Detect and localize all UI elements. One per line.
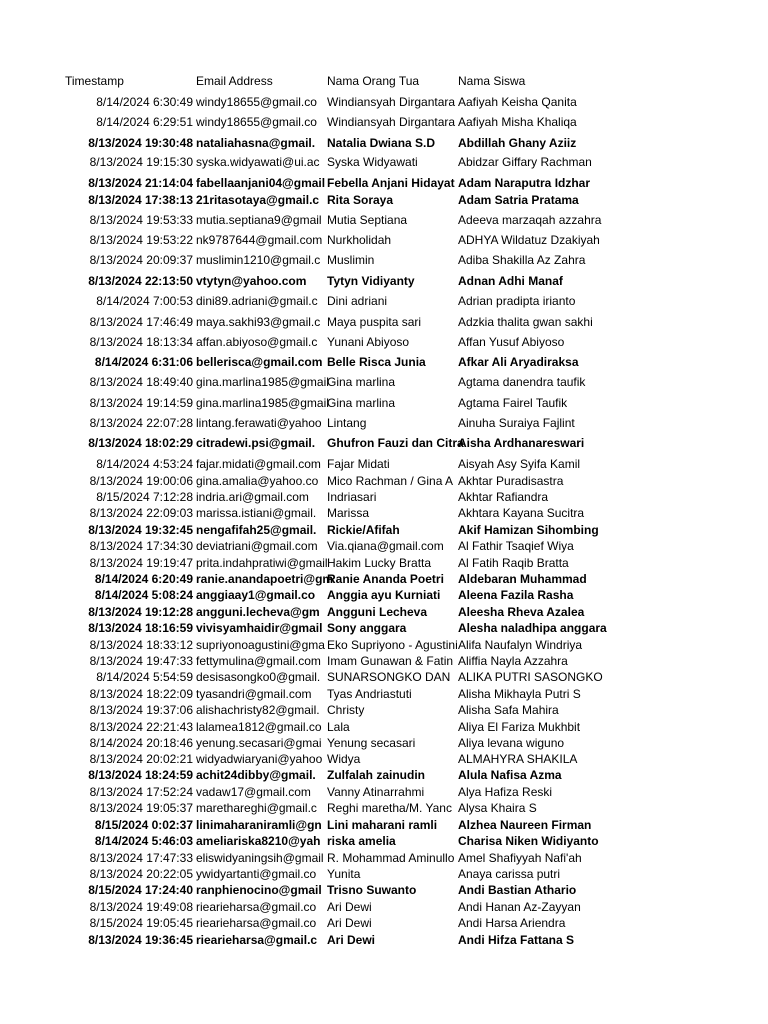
cell-email: vivisyamhaidir@gmail [196, 621, 323, 635]
cell-timestamp: 8/13/2024 19:32:45 [88, 523, 193, 537]
cell-timestamp: 8/13/2024 19:53:33 [89, 213, 193, 227]
cell-student: Alisha Safa Mahira [458, 703, 559, 717]
cell-timestamp: 8/13/2024 18:02:29 [88, 436, 193, 450]
cell-timestamp: 8/14/2024 6:31:06 [94, 355, 193, 369]
cell-parent: Hakim Lucky Bratta [327, 556, 432, 570]
cell-student: Agtama danendra taufik [458, 375, 586, 389]
cell-timestamp: 8/13/2024 18:33:12 [89, 638, 193, 652]
cell-timestamp: 8/15/2024 19:05:45 [89, 916, 193, 930]
cell-email: ranphienocino@gmail [196, 883, 322, 897]
cell-parent: Gina marlina [327, 375, 396, 389]
cell-email: eliswidyaningsih@gmail [196, 851, 324, 865]
cell-timestamp: 8/13/2024 17:52:24 [89, 785, 193, 799]
cell-parent: Lintang [327, 416, 367, 430]
cell-parent: Christy [327, 703, 365, 717]
cell-parent: Lala [327, 720, 350, 734]
cell-timestamp: 8/13/2024 18:24:59 [88, 768, 193, 782]
cell-email: riearieharsa@gmail.co [196, 900, 317, 914]
cell-parent: Vanny Atinarrahmi [327, 785, 425, 799]
cell-email: gina.amalia@yahoo.co [196, 474, 319, 488]
cell-parent: Yunani Abiyoso [327, 335, 410, 349]
cell-email: lalamea1812@gmail.co [196, 720, 322, 734]
cell-timestamp: 8/13/2024 17:47:33 [89, 851, 193, 865]
cell-timestamp: 8/13/2024 19:14:59 [89, 396, 193, 410]
cell-student: Anaya carissa putri [458, 867, 561, 881]
cell-student: Adrian pradipta irianto [458, 294, 576, 308]
cell-timestamp: 8/14/2024 20:18:46 [89, 736, 193, 750]
cell-email: syska.widyawati@ui.ac [196, 155, 320, 169]
cell-parent: Fajar Midati [327, 457, 390, 471]
cell-student: Agtama Fairel Taufik [458, 396, 568, 410]
cell-student: Andi Hanan Az-Zayyan [458, 900, 581, 914]
cell-timestamp: 8/13/2024 17:38:13 [88, 193, 193, 207]
cell-email: ranie.anandapoetri@gm [196, 572, 334, 586]
cell-timestamp: 8/13/2024 19:12:28 [88, 605, 193, 619]
cell-parent: Gina marlina [327, 396, 396, 410]
cell-email: nengafifah25@gmail. [196, 523, 317, 537]
cell-parent: R. Mohammad Aminullo [327, 851, 455, 865]
cell-student: Aleesha Rheva Azalea [458, 605, 585, 619]
cell-student: Aliya levana wiguno [458, 736, 565, 750]
cell-email: desisasongko0@gmail. [196, 670, 321, 684]
cell-email: windy18655@gmail.co [196, 95, 317, 109]
cell-student: Aliya El Fariza Mukhbit [458, 720, 581, 734]
cell-student: Adiba Shakilla Az Zahra [458, 253, 586, 267]
header-email: Email Address [196, 74, 273, 88]
cell-student: Alesha naladhipa anggara [458, 621, 607, 635]
cell-email: deviatriani@gmail.com [196, 539, 318, 553]
cell-student: Afkar Ali Aryadiraksa [458, 355, 579, 369]
cell-parent: Tytyn Vidiyanty [327, 274, 415, 288]
cell-parent: Maya puspita sari [327, 315, 422, 329]
cell-student: Akhtara Kayana Sucitra [458, 506, 585, 520]
cell-email: gina.marlina1985@gmail [196, 375, 329, 389]
cell-student: Aldebaran Muhammad [458, 572, 587, 586]
cell-email: riearieharsa@gmail.co [196, 916, 317, 930]
cell-email: fettymulina@gmail.com [196, 654, 321, 668]
cell-email: maya.sakhi93@gmail.c [196, 315, 321, 329]
cell-email: yenung.secasari@gmai [196, 736, 322, 750]
cell-student: Andi Hifza Fattana S [458, 933, 575, 947]
cell-student: Al Fatih Raqib Bratta [458, 556, 569, 570]
cell-student: Aisyah Asy Syifa Kamil [458, 457, 581, 471]
cell-timestamp: 8/13/2024 19:00:06 [89, 474, 193, 488]
cell-timestamp: 8/13/2024 19:37:06 [89, 703, 193, 717]
cell-timestamp: 8/13/2024 22:21:43 [89, 720, 193, 734]
cell-student: Alula Nafisa Azma [458, 768, 562, 782]
cell-email: nataliahasna@gmail. [196, 136, 316, 150]
cell-email: windy18655@gmail.co [196, 115, 317, 129]
cell-timestamp: 8/13/2024 22:09:03 [89, 506, 193, 520]
cell-email: citradewi.psi@gmail. [196, 436, 316, 450]
cell-email: fabellaanjani04@gmail [196, 176, 326, 190]
cell-email: mutia.septiana9@gmail [196, 213, 322, 227]
cell-email: achit24dibby@gmail. [196, 768, 316, 782]
cell-parent: Windiansyah Dirgantara [327, 115, 456, 129]
cell-email: widyadwiaryani@yahoo [196, 752, 323, 766]
cell-email: angguni.lecheva@gm [196, 605, 320, 619]
header-parent: Nama Orang Tua [327, 74, 420, 88]
cell-email: supriyonoagustini@gma [196, 638, 325, 652]
cell-email: vtytyn@yahoo.com [196, 274, 307, 288]
cell-student: Affan Yusuf Abiyoso [458, 335, 565, 349]
cell-email: affan.abiyoso@gmail.c [196, 335, 318, 349]
cell-timestamp: 8/14/2024 4:53:24 [96, 457, 193, 471]
cell-email: prita.indahpratiwi@gmail [196, 556, 328, 570]
cell-student: ALIKA PUTRI SASONGKO [458, 670, 603, 684]
cell-parent: Eko Supriyono - Agustini [327, 638, 458, 652]
cell-parent: Natalia Dwiana S.D [327, 136, 436, 150]
cell-email: linimaharaniramli@gn [196, 818, 322, 832]
header-timestamp: Timestamp [65, 74, 124, 88]
cell-student: Alya Hafiza Reski [458, 785, 553, 799]
cell-student: Aliffia Nayla Azzahra [458, 654, 568, 668]
cell-parent: Via.qiana@gmail.com [327, 539, 444, 553]
cell-timestamp: 8/13/2024 20:09:37 [89, 253, 193, 267]
cell-email: indria.ari@gmail.com [196, 490, 309, 504]
cell-timestamp: 8/14/2024 5:46:03 [94, 834, 193, 848]
cell-parent: SUNARSONGKO DAN [327, 670, 451, 684]
cell-timestamp: 8/15/2024 17:24:40 [88, 883, 193, 897]
cell-parent: Yenung secasari [327, 736, 416, 750]
cell-parent: Ari Dewi [327, 900, 372, 914]
cell-timestamp: 8/13/2024 19:19:47 [89, 556, 193, 570]
cell-timestamp: 8/15/2024 0:02:37 [94, 818, 193, 832]
cell-student: Akif Hamizan Sihombing [458, 523, 599, 537]
cell-timestamp: 8/13/2024 17:46:49 [89, 315, 193, 329]
cell-parent: Anggia ayu Kurniati [327, 588, 441, 602]
cell-student: Aafiyah Keisha Qanita [458, 95, 577, 109]
cell-parent: Febella Anjani Hidayat [327, 176, 455, 190]
cell-parent: Widya [327, 752, 361, 766]
cell-student: Andi Harsa Ariendra [458, 916, 566, 930]
cell-student: Al Fathir Tsaqief Wiya [458, 539, 574, 553]
header-student: Nama Siswa [458, 74, 526, 88]
cell-email: marethareghi@gmail.c [196, 801, 317, 815]
cell-student: Alzhea Naureen Firman [458, 818, 592, 832]
cell-email: muslimin1210@gmail.c [196, 253, 321, 267]
cell-email: ywidyartanti@gmail.co [196, 867, 317, 881]
cell-parent: Ghufron Fauzi dan Citra [327, 436, 464, 450]
cell-student: ADHYA Wildatuz Dzakiyah [458, 233, 600, 247]
cell-timestamp: 8/13/2024 21:14:04 [88, 176, 193, 190]
cell-email: anggiaay1@gmail.co [196, 588, 316, 602]
cell-parent: Ari Dewi [327, 933, 376, 947]
cell-parent: Syska Widyawati [327, 155, 418, 169]
cell-parent: Rita Soraya [327, 193, 394, 207]
cell-parent: Muslimin [327, 253, 375, 267]
cell-student: Adzkia thalita gwan sakhi [458, 315, 593, 329]
cell-email: bellerisca@gmail.com [196, 355, 323, 369]
cell-student: Akhtar Puradisastra [458, 474, 564, 488]
cell-timestamp: 8/13/2024 19:49:08 [89, 900, 193, 914]
cell-timestamp: 8/13/2024 18:13:34 [89, 335, 193, 349]
cell-student: Abidzar Giffary Rachman [458, 155, 592, 169]
cell-parent: Mico Rachman / Gina A [327, 474, 454, 488]
cell-timestamp: 8/13/2024 19:05:37 [89, 801, 193, 815]
cell-timestamp: 8/14/2024 7:00:53 [96, 294, 193, 308]
cell-timestamp: 8/13/2024 19:47:33 [89, 654, 193, 668]
cell-timestamp: 8/13/2024 20:02:21 [89, 752, 193, 766]
cell-timestamp: 8/13/2024 17:34:30 [89, 539, 193, 553]
cell-parent: Reghi maretha/M. Yanc [327, 801, 452, 815]
cell-timestamp: 8/13/2024 18:16:59 [88, 621, 193, 635]
cell-student: Adam Naraputra Idzhar [458, 176, 591, 190]
cell-parent: Angguni Lecheva [327, 605, 428, 619]
cell-email: vadaw17@gmail.com [196, 785, 311, 799]
cell-student: Aleena Fazila Rasha [458, 588, 574, 602]
cell-timestamp: 8/13/2024 20:22:05 [89, 867, 193, 881]
cell-timestamp: 8/14/2024 6:20:49 [94, 572, 193, 586]
cell-student: Amel Shafiyyah Nafi'ah [458, 851, 582, 865]
cell-student: ALMAHYRA SHAKILA [458, 752, 578, 766]
cell-timestamp: 8/13/2024 19:30:48 [88, 136, 193, 150]
cell-email: fajar.midati@gmail.com [196, 457, 321, 471]
cell-student: Akhtar Rafiandra [458, 490, 549, 504]
cell-parent: Belle Risca Junia [327, 355, 426, 369]
cell-timestamp: 8/14/2024 5:54:59 [96, 670, 193, 684]
cell-parent: Tyas Andriastuti [327, 687, 412, 701]
cell-timestamp: 8/14/2024 5:08:24 [94, 588, 193, 602]
cell-email: alishachristy82@gmail. [196, 703, 320, 717]
cell-student: Adnan Adhi Manaf [458, 274, 563, 288]
cell-email: marissa.istiani@gmail. [196, 506, 317, 520]
cell-parent: riska amelia [327, 834, 396, 848]
cell-timestamp: 8/13/2024 19:53:22 [89, 233, 193, 247]
cell-email: tyasandri@gmail.com [196, 687, 312, 701]
cell-parent: Rickie/Afifah [327, 523, 400, 537]
cell-student: Adam Satria Pratama [458, 193, 579, 207]
cell-student: Aisha Ardhanareswari [458, 436, 585, 450]
cell-student: Charisa Niken Widiyanto [458, 834, 599, 848]
cell-parent: Lini maharani ramli [327, 818, 438, 832]
cell-parent: Mutia Septiana [327, 213, 408, 227]
cell-parent: Nurkholidah [327, 233, 392, 247]
cell-parent: Dini adriani [327, 294, 388, 308]
cell-email: nk9787644@gmail.com [196, 233, 323, 247]
cell-parent: Imam Gunawan & Fatin [327, 654, 454, 668]
cell-parent: Sony anggara [327, 621, 407, 635]
cell-email: gina.marlina1985@gmail [196, 396, 329, 410]
cell-student: Ainuha Suraiya Fajlint [458, 416, 575, 430]
cell-parent: Windiansyah Dirgantara [327, 95, 456, 109]
cell-student: Alifa Naufalyn Windriya [458, 638, 583, 652]
cell-timestamp: 8/15/2024 7:12:28 [96, 490, 193, 504]
cell-student: Adeeva marzaqah azzahra [458, 213, 602, 227]
cell-parent: Ranie Ananda Poetri [327, 572, 444, 586]
cell-email: 21ritasotaya@gmail.c [196, 193, 320, 207]
cell-student: Aafiyah Misha Khaliqa [458, 115, 577, 129]
cell-timestamp: 8/13/2024 22:07:28 [89, 416, 193, 430]
cell-parent: Marissa [327, 506, 370, 520]
cell-parent: Yunita [327, 867, 361, 881]
cell-timestamp: 8/14/2024 6:30:49 [96, 95, 193, 109]
cell-parent: Indriasari [327, 490, 377, 504]
cell-email: dini89.adriani@gmail.c [196, 294, 318, 308]
cell-student: Andi Bastian Athario [458, 883, 577, 897]
cell-email: ameliariska8210@yah [196, 834, 321, 848]
cell-email: lintang.ferawati@yahoo [196, 416, 322, 430]
cell-timestamp: 8/13/2024 19:36:45 [88, 933, 193, 947]
cell-timestamp: 8/13/2024 18:22:09 [89, 687, 193, 701]
cell-timestamp: 8/13/2024 19:15:30 [89, 155, 193, 169]
cell-parent: Zulfalah zainudin [327, 768, 425, 782]
cell-email: riearieharsa@gmail.c [196, 933, 318, 947]
cell-student: Alysa Khaira S [458, 801, 537, 815]
cell-parent: Trisno Suwanto [327, 883, 417, 897]
cell-timestamp: 8/13/2024 18:49:40 [89, 375, 193, 389]
cell-student: Abdillah Ghany Aziiz [458, 136, 577, 150]
cell-timestamp: 8/13/2024 22:13:50 [88, 274, 193, 288]
cell-student: Alisha Mikhayla Putri S [458, 687, 581, 701]
cell-timestamp: 8/14/2024 6:29:51 [96, 115, 193, 129]
cell-parent: Ari Dewi [327, 916, 372, 930]
